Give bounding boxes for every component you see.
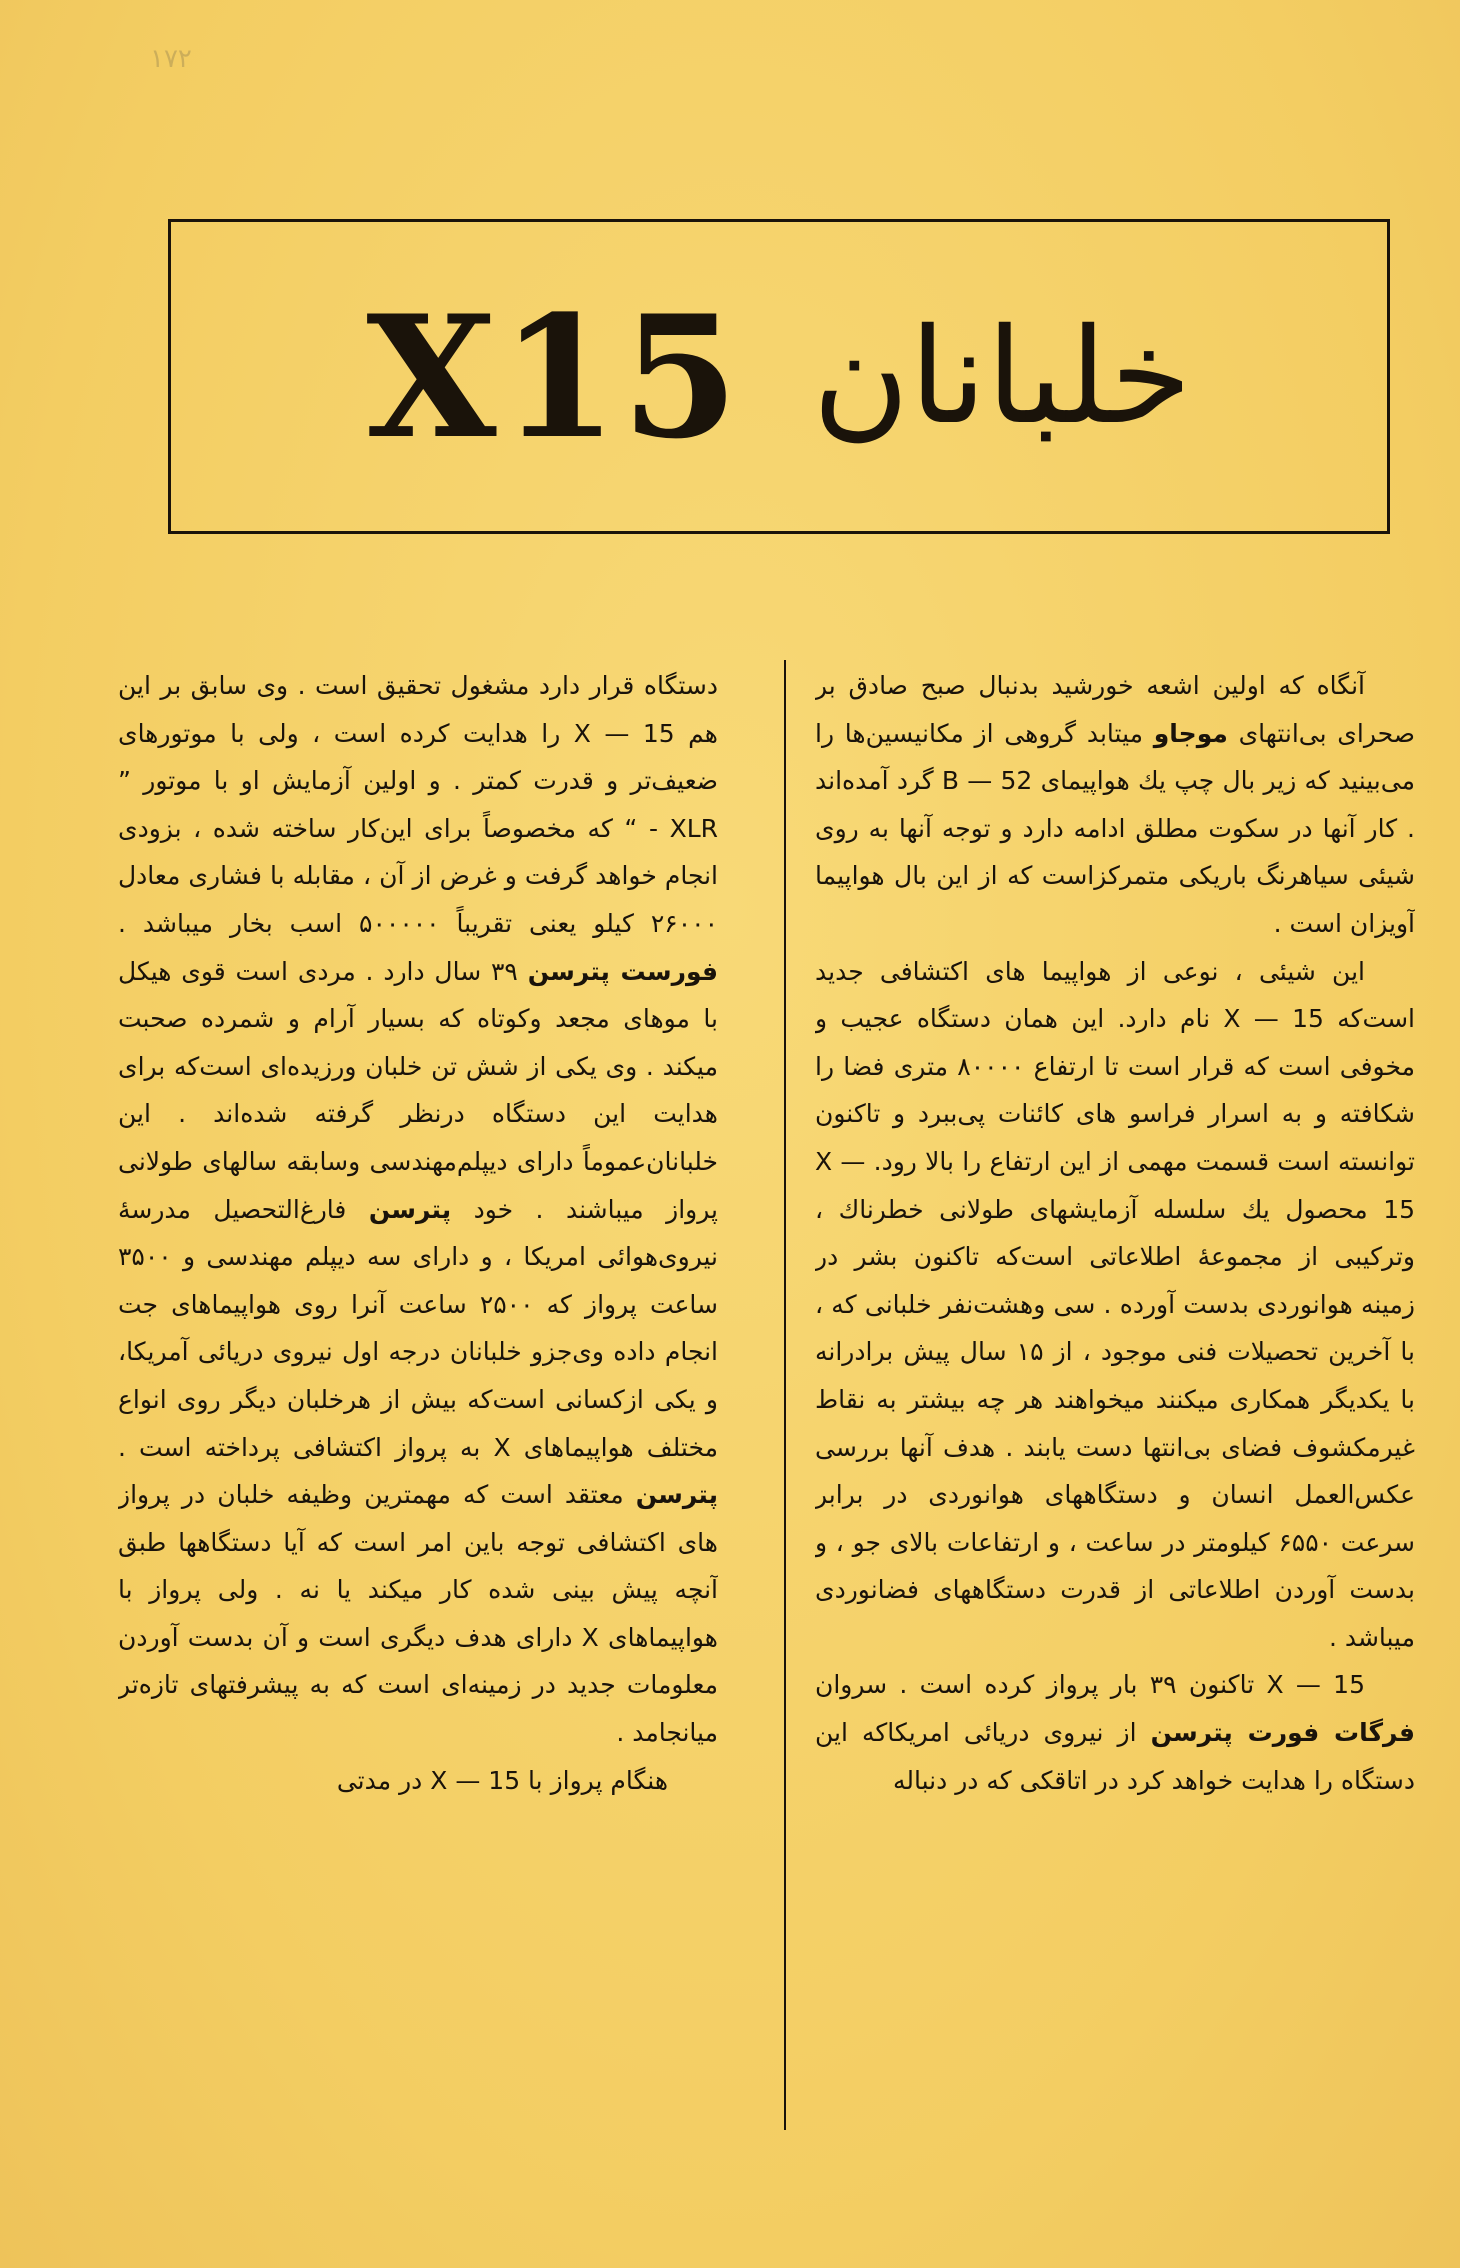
text-run: فارغ‌التحصیل مدرسهٔ نیروی‌هوائی امریکا ، و دارای سه دیپلم مهندسی و ۳۵۰۰ ساعت پرواز که ۲۵۰۰ ساعت آنرا روی هواپیماهای جت انجام داده وی‌جزو خلبانان درجه اول نیروی دریائی آمریکا، و یکی ازکسانی است‌که بیش از هرخلبان دیگر روی انواع مختلف هواپیماهای X به پرواز اکتشافی پرداخته است .: [118, 1194, 718, 1462]
left-column: [118, 662, 718, 2142]
page-number: ۱۷۲: [150, 44, 192, 74]
paragraph: [118, 662, 718, 1757]
text-run: میتابد گروهی از مکانیسین‌ها را می‌بینید که زیر بال چپ یك هواپیمای B — 52 گرد آمده‌اند . کار آنها در سکوت مطلق ادامه دارد و توجه آنها به روی شیئی سیاهرنگ باریکی متمرکزاست که از این بال هواپیما آویزان است .: [815, 718, 1415, 938]
title-box: [168, 219, 1390, 534]
text-run: از نیروی دریائی امریکاکه این دستگاه را هدایت خواهد کرد در اتاقکی که در دنباله: [815, 1718, 1415, 1795]
paragraph: [815, 1661, 1415, 1804]
text-run: ۳۹ سال دارد . مردی است قوی هیکل با موهای مجعد وکوتاه که بسیار آرام و شمرده صحبت میکند . وی یکی از شش تن خلبان ورزیده‌ای است‌که برای هدایت این دستگاه درنظر گرفته شده‌اند . این خلبانان‌عموماً دارای دیپلم‌مهندسی وسابقه سالهای طولانی پرواز میباشند . خود: [118, 956, 718, 1224]
text-run: آنگاه که اولین اشعه خورشید بدنبال صبح صادق بر صحرای بی‌انتهای: [815, 671, 1415, 748]
text-run: معتقد است که مهمترین وظیفه خلبان در پرواز های اکتشافی توجه باین امر است که آیا دستگاهها طبق آنچه پیش بینی شده کار میکند یا نه . ولی پرواز با هواپیماهای X دارای هدف دیگری است و آن بدست آوردن معلومات جدید در زمینه‌ای است که به پیشرفتهای تازه‌تر میانجامد .: [118, 1480, 718, 1748]
column-divider: [784, 660, 786, 2130]
bold-name: پترسن: [368, 1194, 452, 1224]
right-column: [815, 662, 1415, 2142]
bold-name: فرگات فورت پترسن: [1150, 1718, 1415, 1748]
text-run: هنگام پرواز با X — 15 در مدتی: [336, 1765, 668, 1795]
text-run: X — 15 تاکنون ۳۹ بار پرواز کرده است . سروان: [815, 1670, 1365, 1700]
bold-name: پترسن: [635, 1480, 718, 1510]
title-farsi: خلبانان: [812, 299, 1192, 454]
bold-name: موجاو: [1153, 718, 1228, 748]
text-run: دستگاه قرار دارد مشغول تحقیق است . وی سابق بر این هم X — 15 را هدایت کرده است ، ولی با موتورهای ضعیف‌تر و قدرت کمتر . و اولین آزمایش او با موتور ” XLR - “ که مخصوصاً برای این‌کار ساخته شده ، بزودی انجام خواهد گرفت و غرض از آن ، مقابله با فشاری معادل ۲۶۰۰۰ کیلو یعنی تقریباً ۵۰۰۰۰۰ اسب بخار میباشد .: [118, 671, 718, 938]
title-latin: X15: [366, 277, 743, 476]
bold-name: فورست پترسن: [527, 956, 718, 986]
text-run: این شیئی ، نوعی از هواپیما های اکتشافی جدید است‌که X — 15 نام دارد. این همان دستگاه عجیب و مخوفی است که قرار است تا ارتفاع ۸۰۰۰۰ متری فضا را شکافته و به اسرار فراسو های کائنات پی‌ببرد و تاکنون توانسته است قسمت مهمی از این ارتفاع را بالا رود. X — 15 محصول یك سلسله آزمایشهای طولانی خطرناك ، وترکیبی از مجموعهٔ اطلاعاتی است‌که تاکنون بشر در زمینه هوانوردی بدست آورده . سی وهشت‌نفر خلبانی که ، با آخرین تحصیلات فنی موجود ، از ۱۵ سال پیش برادرانه با یکدیگر همکاری میکنند میخواهند هر چه بیشتر به نقاط غیرمکشوف فضای بی‌انتها دست یابند . هدف آنها بررسی عکس‌العمل انسان و دستگاههای هوانوردی در برابر سرعت ۶۵۵۰ کیلومتر در ساعت ، و ارتفاعات بالای جو ، و بدست آوردن اطلاعاتی از قدرت دستگاههای فضانوردی میباشد .: [815, 956, 1415, 1652]
paragraph: [815, 948, 1415, 1662]
paragraph: [815, 662, 1415, 948]
paragraph: [118, 1757, 718, 1805]
